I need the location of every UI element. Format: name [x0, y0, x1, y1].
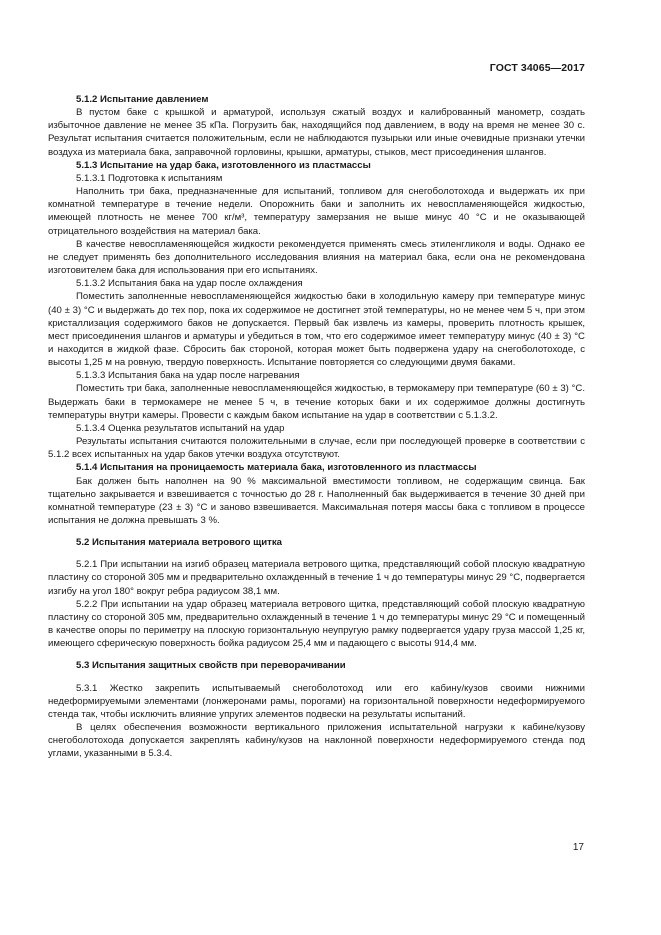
- paragraph: Поместить заполненные невоспламеняющейся жидкостью баки в холодильную камеру при температуре минус (40 ± 3) °С и выдержать до тех пор, пока их содержимое не достигнет этой температуры, но не менее чем 5 ч, при этом кристаллизация содержимого баков не допускается. Первый бак извлечь из камеры, проверить плотность крышек, мест присоединения шлангов и арматуры и убедиться в том, что его содержимое имеет температуру минус (40 ± 3) °С и находится в жидкой фазе. Сбросить бак стороной, которая может быть подвержена удару на снегоболотоходе, с высоты 1,25 м на ровную, твердую поверхность. Испытание повторяется со следующими двумя баками.: [48, 291, 585, 369]
- document-body: [48, 93, 585, 761]
- section-heading-5-1-3: 5.1.3 Испытание на удар бака, изготовленного из пластмассы: [76, 159, 371, 171]
- paragraph: В пустом баке с крышкой и арматурой, используя сжатый воздух и калиброванный манометр, создать избыточное давление не менее 35 кПа. Погрузить бак, находящийся под давлением, в воду на время не менее 30 с. Результат испытания считается положительным, если не наблюдаются пузырьки или иные очевидные признаки утечки воздуха из материала бака, заправочной горловины, крышки, арматуры, стыков, мест присоединения шлангов.: [48, 107, 585, 158]
- subsection-heading: 5.1.3.4 Оценка результатов испытаний на удар: [76, 422, 285, 434]
- paragraph: Наполнить три бака, предназначенные для испытаний, топливом для снегоболотохода и выдержать их при комнатной температуре в течение недели. Опорожнить баки и заполнить их невоспламеняющейся жидкостью, имеющей плотность не менее 700 кг/м³, температуру замерзания не выше минус 40 °С и не оказывающей отрицательного воздействия на материал бака.: [48, 186, 585, 237]
- paragraph: В целях обеспечения возможности вертикального приложения испытательной нагрузки к кабине/кузову снегоболотохода допускается закреплять кабину/кузов на наклонной поверхности недеформируемого стенда под углами, указанными в 5.3.4.: [48, 722, 585, 760]
- paragraph: В качестве невоспламеняющейся жидкости рекомендуется применять смесь этиленгликоля и воды. Однако ее не следует применять без дополнительного исследования влияния на материал бака, если она не рекомендована изготовителем бака для использования при его испытаниях.: [48, 238, 585, 277]
- section-heading-5-3: 5.3 Испытания защитных свойств при переворачивании: [76, 660, 346, 672]
- paragraph: 5.3.1 Жестко закрепить испытываемый снегоболотоход или его кабину/кузов своими нижними недеформируемыми элементами (лонжеронами рамы, порогами) на горизонтальной поверхности недеформируемого стенда так, чтобы исключить влияние упругих элементов подвески на результаты испытаний.: [48, 682, 585, 720]
- section-heading-5-1-4: 5.1.4 Испытания на проницаемость материала бака, изготовленного из пластмассы: [76, 462, 477, 474]
- paragraph: Поместить три бака, заполненные невоспламеняющейся жидкостью, в термокамеру при температуре (60 ± 3) °С. Выдержать баки в термокамере не менее 5 ч, в течение которых баки и их содержимое должны достигнуть температуры внутри камеры. Провести с каждым баком испытание на удар в соответствии с 5.1.3.2.: [48, 383, 585, 421]
- paragraph: 5.2.1 При испытании на изгиб образец материала ветрового щитка, представляющий собой плоскую квадратную пластину со стороной 305 мм и предварительно охлажденный в течение 1 ч до температуры минус 29 °С, подвергается изгибу на угол 180° вокруг ребра радиусом 38,1 мм.: [48, 559, 585, 597]
- paragraph: Бак должен быть наполнен на 90 % максимальной вместимости топливом, не содержащим свинца. Бак тщательно закрывается и взвешивается с точностью до 28 г. Наполненный бак выдерживается в течение 30 дней при комнатной температуре (23 ± 3) °С и заново взвешивается. Максимальная потеря массы бака с топливом в процессе испытания не должна превышать 3 %.: [48, 475, 585, 526]
- paragraph: Результаты испытания считаются положительными в случае, если при последующей проверке в соответствии с 5.1.2 всех испытанных на удар баков утечки воздуха отсутствуют.: [48, 436, 585, 461]
- document-code: ГОСТ 34065—2017: [489, 62, 585, 74]
- page-number: 17: [572, 842, 584, 853]
- subsection-heading: 5.1.3.1 Подготовка к испытаниям: [76, 172, 223, 184]
- paragraph: 5.2.2 При испытании на удар образец материала ветрового щитка, представляющий собой плоскую квадратную пластину со стороной 305 мм, предварительно охлажденный в течение 1 ч до температуры минус 29 °С и помещенный в качестве опоры по периметру на плоскую горизонтальную неупругую рамку подвергается удару груза массой 1,25 кг, имеющего сферическую поверхность бойка радиусом 25,4 мм и падающего с высоты 914,4 мм.: [48, 598, 585, 650]
- subsection-heading: 5.1.3.2 Испытания бака на удар после охлаждения: [76, 278, 303, 290]
- subsection-heading: 5.1.3.3 Испытания бака на удар после нагревания: [76, 370, 300, 382]
- section-heading-5-2: 5.2 Испытания материала ветрового щитка: [76, 537, 282, 549]
- section-heading-5-1-2: 5.1.2 Испытание давлением: [76, 94, 209, 105]
